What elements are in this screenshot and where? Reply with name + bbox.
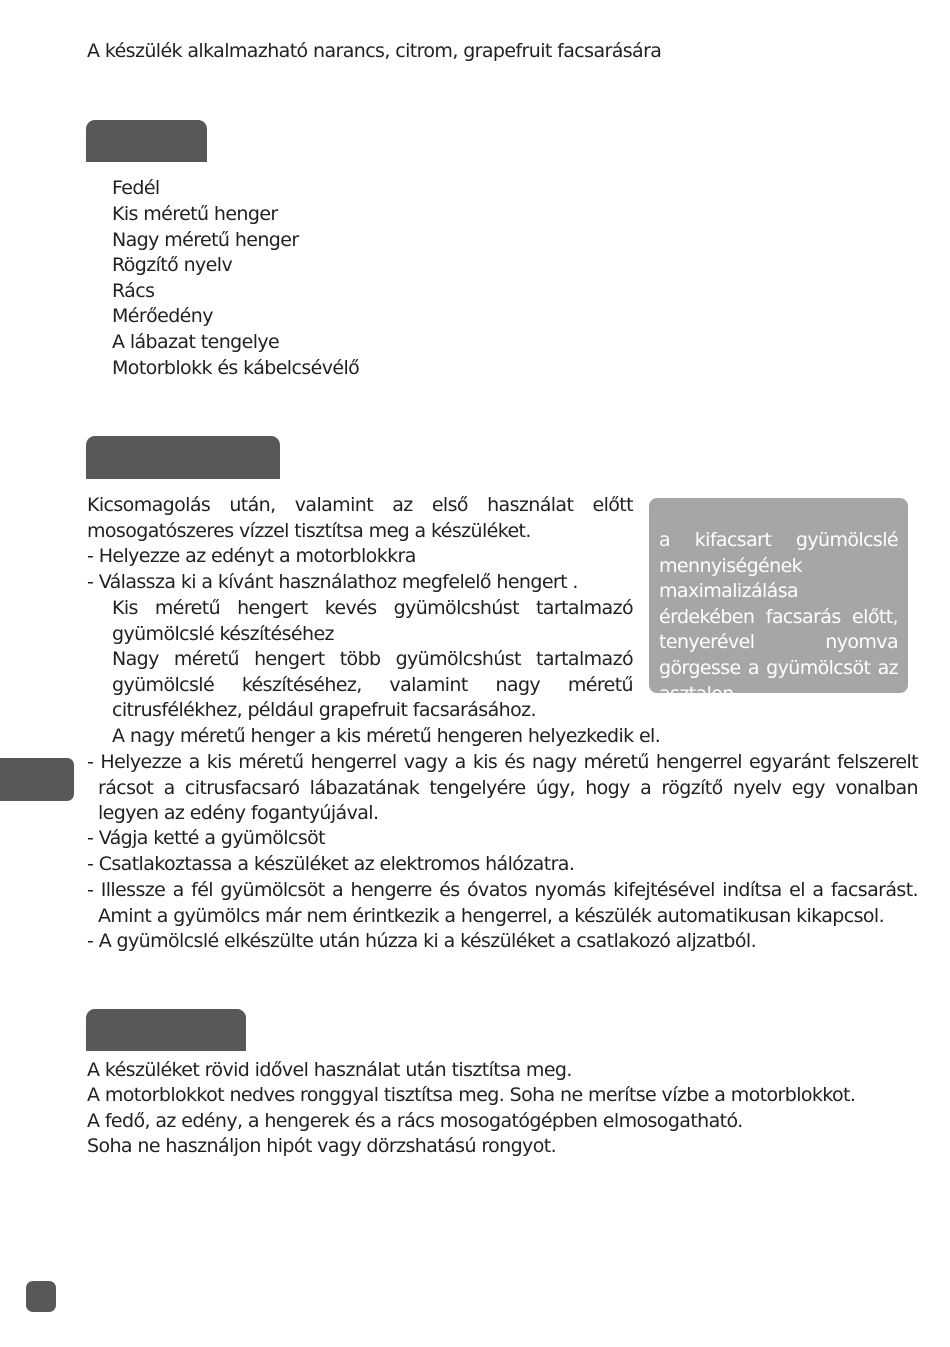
component-item: Mérőedény <box>112 305 213 327</box>
component-item: Nagy méretű henger <box>112 229 299 251</box>
usage-step: - Csatlakoztassa a készüléket az elektromos hálózatra. <box>87 853 575 875</box>
component-item: Rács <box>112 280 155 302</box>
cleaning-section-tab <box>86 1009 246 1051</box>
tip-box <box>649 498 908 705</box>
usage-step: - Vágja ketté a gyümölcsöt <box>87 827 325 849</box>
intro-text: A készülék alkalmazható narancs, citrom, grapefruit facsarására <box>87 40 662 62</box>
cleaning-line: A fedő, az edény, a hengerek és a rács mosogatógépben elmosogatható. <box>87 1110 743 1132</box>
usage-step: - Helyezze a kis méretű hengerrel vagy a kis és nagy méretű hengerrel egyaránt felszerelt rácsot a citrusfacsaró lábazatának tengelyére úgy, hogy a rögzítő nyelv egy vonalban legyen az edény fogantyújával. <box>87 751 918 825</box>
components-section-tab <box>86 120 207 162</box>
cleaning-line: Soha ne használjon hipót vagy dörzshatású rongyot. <box>87 1135 557 1157</box>
tip-text: a kifacsart gyümölcslé mennyiségének maximalizálása érdekében facsarás előtt, tenyerével nyomva görgesse a gyümölcsöt az asztalon. <box>659 529 898 705</box>
component-item: Fedél <box>112 177 160 199</box>
cleaning-line: A motorblokkot nedves ronggyal tisztítsa meg. Soha ne merítse vízbe a motorblokkot. <box>87 1084 856 1106</box>
cone-note: A nagy méretű henger a kis méretű hengeren helyezkedik el. <box>112 725 661 747</box>
component-item: Rögzítő nyelv <box>112 254 233 276</box>
usage-step: - Helyezze az edényt a motorblokkra <box>87 545 416 567</box>
large-cone-description: Nagy méretű hengert több gyümölcshúst tartalmazó gyümölcslé készítéséhez, valamint nagy méretű citrusfélékhez, például grapefruit facsarásához. <box>112 648 633 722</box>
cleaning-line: A készüléket rövid idővel használat után tisztítsa meg. <box>87 1059 572 1081</box>
language-side-tab <box>0 758 74 801</box>
usage-step: - Illessze a fél gyümölcsöt a hengerre és óvatos nyomás kifejtésével indítsa el a facsarást. Amint a gyümölcs már nem érintkezik a hengerrel, a készülék automatikusan kikapcsol. <box>87 879 918 927</box>
usage-step: - Válassza ki a kívánt használathoz megfelelő hengert . <box>87 571 578 593</box>
page-number-marker <box>26 1281 56 1312</box>
usage-step: - A gyümölcslé elkészülte után húzza ki a készüléket a csatlakozó aljzatból. <box>87 930 757 952</box>
usage-intro-paragraph: Kicsomagolás után, valamint az első használat előtt mosogatószeres vízzel tisztítsa meg a készüléket. <box>87 494 633 542</box>
component-item: A lábazat tengelye <box>112 331 280 353</box>
component-item: Kis méretű henger <box>112 203 278 225</box>
small-cone-description: Kis méretű hengert kevés gyümölcshúst tartalmazó gyümölcslé készítéséhez <box>112 597 633 645</box>
usage-section-tab <box>86 436 280 479</box>
component-item: Motorblokk és kábelcsévélő <box>112 357 360 379</box>
